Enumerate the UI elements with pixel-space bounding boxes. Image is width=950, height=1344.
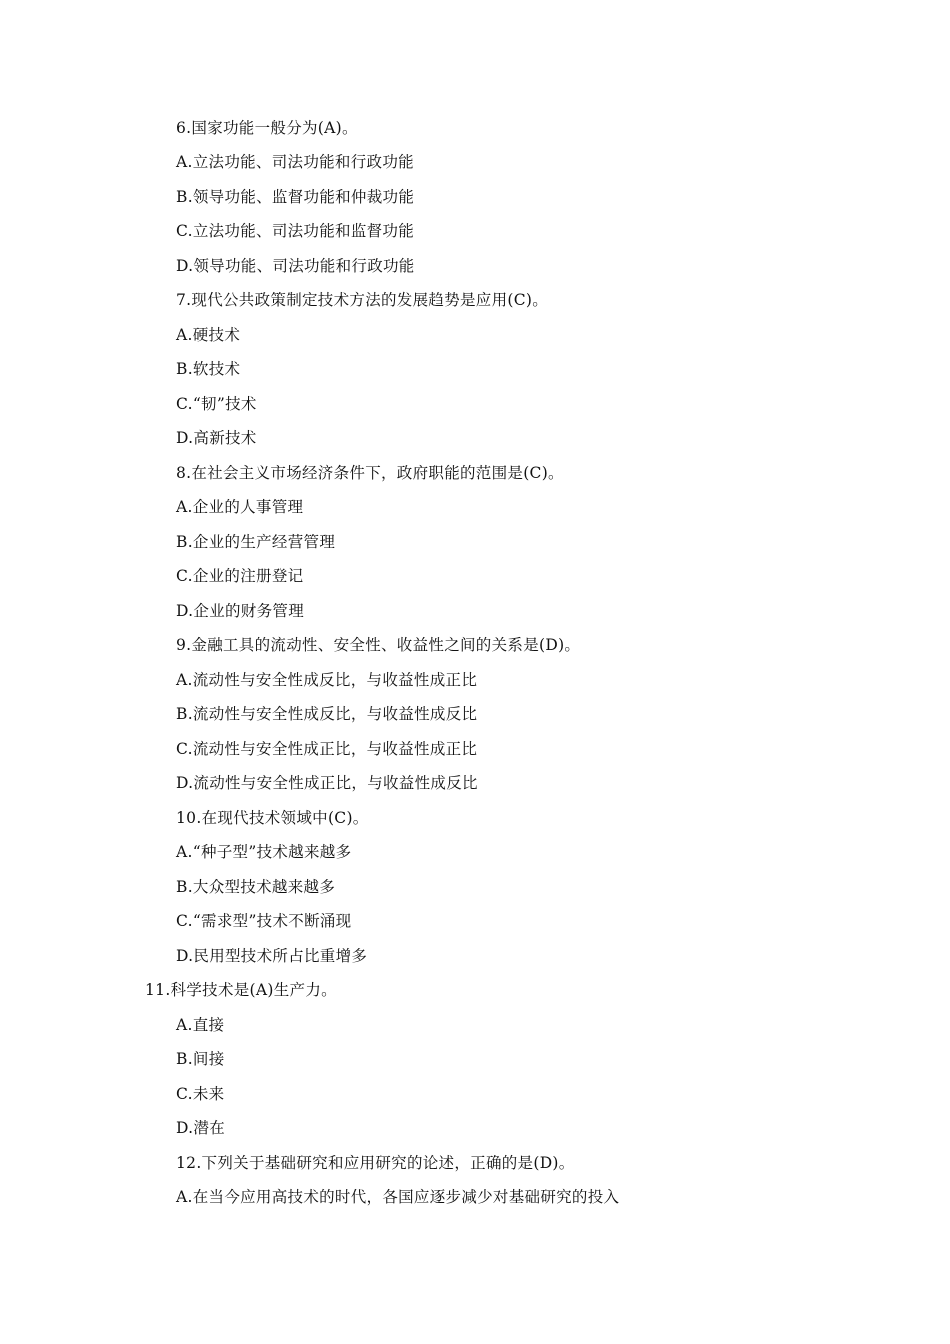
question-10-option-d: D.民用型技术所占比重增多 <box>176 947 368 965</box>
question-8-option-a: A.企业的人事管理 <box>176 498 304 516</box>
question-8-option-c: C.企业的注册登记 <box>176 567 304 585</box>
question-11-option-d: D.潜在 <box>176 1119 226 1137</box>
question-12-option-a: A.在当今应用高技术的时代，各国应逐步减少对基础研究的投入 <box>176 1188 620 1206</box>
question-11-stem: 11.科学技术是(A)生产力。 <box>145 981 337 999</box>
question-10-option-c: C.“需求型”技术不断涌现 <box>176 912 352 930</box>
question-6-option-d: D.领导功能、司法功能和行政功能 <box>176 257 415 275</box>
question-8-option-d: D.企业的财务管理 <box>176 602 305 620</box>
question-9-option-a: A.流动性与安全性成反比，与收益性成正比 <box>176 671 478 689</box>
question-9-stem: 9.金融工具的流动性、安全性、收益性之间的关系是(D)。 <box>176 636 581 654</box>
question-11-option-a: A.直接 <box>176 1016 225 1034</box>
question-11-option-b: B.间接 <box>176 1050 225 1068</box>
question-6-option-a: A.立法功能、司法功能和行政功能 <box>176 153 414 171</box>
question-7-option-d: D.高新技术 <box>176 429 257 447</box>
question-11-option-c: C.未来 <box>176 1085 225 1103</box>
question-8-stem: 8.在社会主义市场经济条件下，政府职能的范围是(C)。 <box>176 464 564 482</box>
question-6-option-c: C.立法功能、司法功能和监督功能 <box>176 222 415 240</box>
question-12-stem: 12.下列关于基础研究和应用研究的论述，正确的是(D)。 <box>176 1154 575 1172</box>
question-9-option-d: D.流动性与安全性成正比，与收益性成反比 <box>176 774 478 792</box>
question-10-stem: 10.在现代技术领域中(C)。 <box>176 809 369 827</box>
question-10-option-a: A.“种子型”技术越来越多 <box>176 843 352 861</box>
question-7-option-b: B.软技术 <box>176 360 241 378</box>
question-9-option-c: C.流动性与安全性成正比，与收益性成正比 <box>176 740 478 758</box>
question-6-stem: 6.国家功能一般分为(A)。 <box>176 119 358 137</box>
question-7-option-a: A.硬技术 <box>176 326 241 344</box>
question-9-option-b: B.流动性与安全性成反比，与收益性成反比 <box>176 705 478 723</box>
question-7-option-c: C.“韧”技术 <box>176 395 257 413</box>
question-8-option-b: B.企业的生产经营管理 <box>176 533 336 551</box>
question-7-stem: 7.现代公共政策制定技术方法的发展趋势是应用(C)。 <box>176 291 549 309</box>
question-10-option-b: B.大众型技术越来越多 <box>176 878 336 896</box>
question-6-option-b: B.领导功能、监督功能和仲裁功能 <box>176 188 415 206</box>
